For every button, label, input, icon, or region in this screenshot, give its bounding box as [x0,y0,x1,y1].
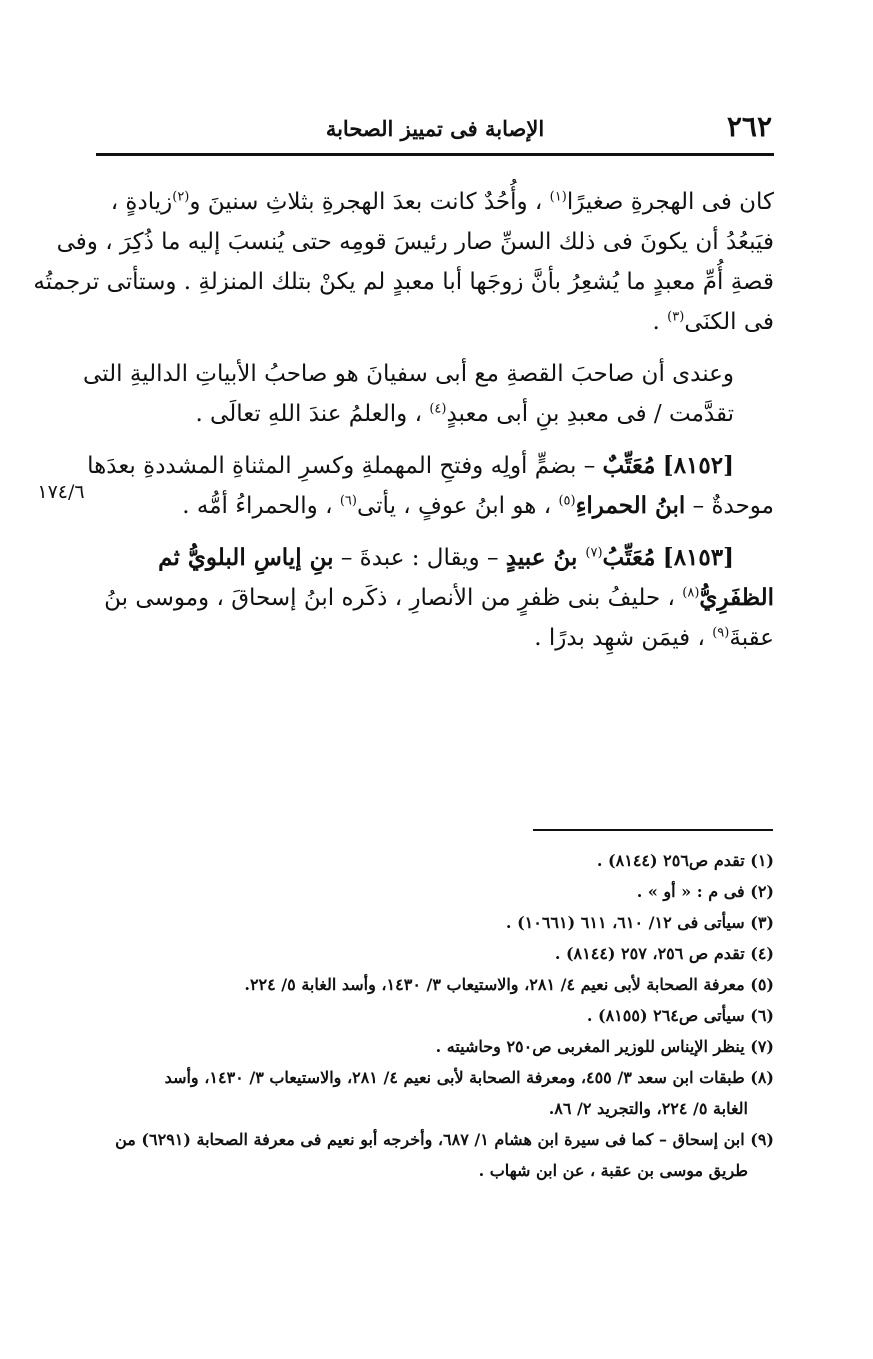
running-header [96,110,774,150]
footnote-separator [533,829,773,831]
footnote-ref[interactable]: (١) [549,189,567,205]
footnote-ref[interactable]: (٤) [429,401,447,417]
text-line: موحدةٌ – ابنُ الحمراءِ$^{(٥)}$ ، هو ابنُ عوفٍ ، يأتى$^{(٦)}$ ، والحمراءُ أمُّه . [182,492,774,519]
entry-number: [٨١٥٢] [662,452,734,479]
text-line: عقبةَ$^{(٩)}$ ، فيمَن شهِد بدرًا . [534,625,774,651]
footnote-ref[interactable]: (٦) [339,493,357,509]
footnote: (٦) سيأتى ص٢٦٤ (٨١٥٥) . [586,1006,774,1025]
footnote-ref[interactable]: (٨) [682,585,700,601]
footnote: (٨) طبقات ابن سعد ٣/ ٤٥٥، ومعرفة الصحابة لأبى نعيم ٤/ ٢٨١، والاستيعاب ٣/ ١٤٣٠، وأسد [164,1068,774,1087]
entry-name: مُعَتِّبٌ [602,452,656,479]
footnote-ref[interactable]: (٧) [585,545,603,561]
footnote-ref[interactable]: (٣) [667,309,685,325]
footnote: (٤) تقدم ص ٢٥٦، ٢٥٧ (٨١٤٤) . [554,944,774,963]
entry-8152 [87,446,774,526]
entry-8153 [96,538,774,658]
footnotes [96,845,774,1186]
page-number: ٢٦٢ [726,110,772,143]
text-line: وعندى أن صاحبَ القصةِ مع أبى سفيانَ هو صاحبُ الأبياتِ الداليةِ التى [83,361,734,387]
entry-name: مُعَتِّبُ [602,544,656,571]
paragraph-2 [83,354,774,434]
paragraph-1 [33,182,774,342]
footnote-ref[interactable]: (٩) [712,625,730,641]
text-line: قصةِ أُمِّ معبدٍ ما يُشعِرُ بأنَّ زوجَها أبا معبدٍ لم يكنْ بتلك المنزلةِ . وستأتى ترجمتُه [33,269,774,295]
footnote-ref[interactable]: (٥) [558,493,576,509]
margin-volume-reference: ١٧٤/٦ [37,481,85,503]
footnote-continuation: طريق موسى بن عقبة ، عن ابن شهاب . [478,1161,748,1180]
footnote: (١) تقدم ص٢٥٦ (٨١٤٤) . [596,851,774,870]
running-title: الإصابة فى تمييز الصحابة [325,116,545,141]
text-line: الظفَرِيُّ$^{(٨)}$ ، حليفُ بنى ظفرٍ من الأنصارِ ، ذكَره ابنُ إسحاقَ ، وموسى بنُ [104,584,774,611]
text-line: [٨١٥٣] مُعَتِّبُ$^{(٧)}$ بنُ عبيدٍ – ويقال : عبدةَ – بنِ إياسِ البلويُّ ثم [158,544,734,571]
footnote: (٩) ابن إسحاق – كما فى سيرة ابن هشام ١/ ٦٨٧، وأخرجه أبو نعيم فى معرفة الصحابة (٦٢٩١) من [115,1130,774,1149]
entry-number: [٨١٥٣] [662,544,734,571]
footnote-continuation: الغابة ٥/ ٢٢٤، والتجريد ٢/ ٨٦. [548,1099,748,1118]
text-line: كان فى الهجرةِ صغيرًا$^{(١)}$ ، وأُحُدٌ كانت بعدَ الهجرةِ بثلاثِ سنينَ و$^{(٢)}$زيادةٍ ، [110,189,774,215]
footnote: (٧) ينظر الإيناس للوزير المغربى ص٢٥٠ وحاشيته . [435,1037,774,1056]
footnote-ref[interactable]: (٢) [172,189,190,205]
footnote: (٣) سيأتى فى ١٢/ ٦١٠، ٦١١ (١٠٦٦١) . [505,913,774,932]
text-line: [٨١٥٢] مُعَتِّبٌ – بضمٍّ أولِه وفتحِ المهملةِ وكسرِ المثناةِ المشددةِ بعدَها [87,452,734,479]
text-line: تقدَّمت / فى معبدِ بنِ أبى معبدٍ$^{(٤)}$ ، والعلمُ عندَ اللهِ تعالَى . [195,401,734,427]
text-line: فيَبعُدُ أن يكونَ فى ذلك السنِّ صار رئيسَ قومِه حتى يُنسبَ إليه ما ذُكِرَ ، وفى [56,229,774,255]
footnote: (٢) فى م : « أو » . [636,882,774,901]
header-rule [96,153,774,156]
footnote: (٥) معرفة الصحابة لأبى نعيم ٤/ ٢٨١، والاستيعاب ٣/ ١٤٣٠، وأسد الغابة ٥/ ٢٢٤. [244,975,774,994]
text-line: فى الكنَى$^{(٣)}$ . [652,309,774,335]
